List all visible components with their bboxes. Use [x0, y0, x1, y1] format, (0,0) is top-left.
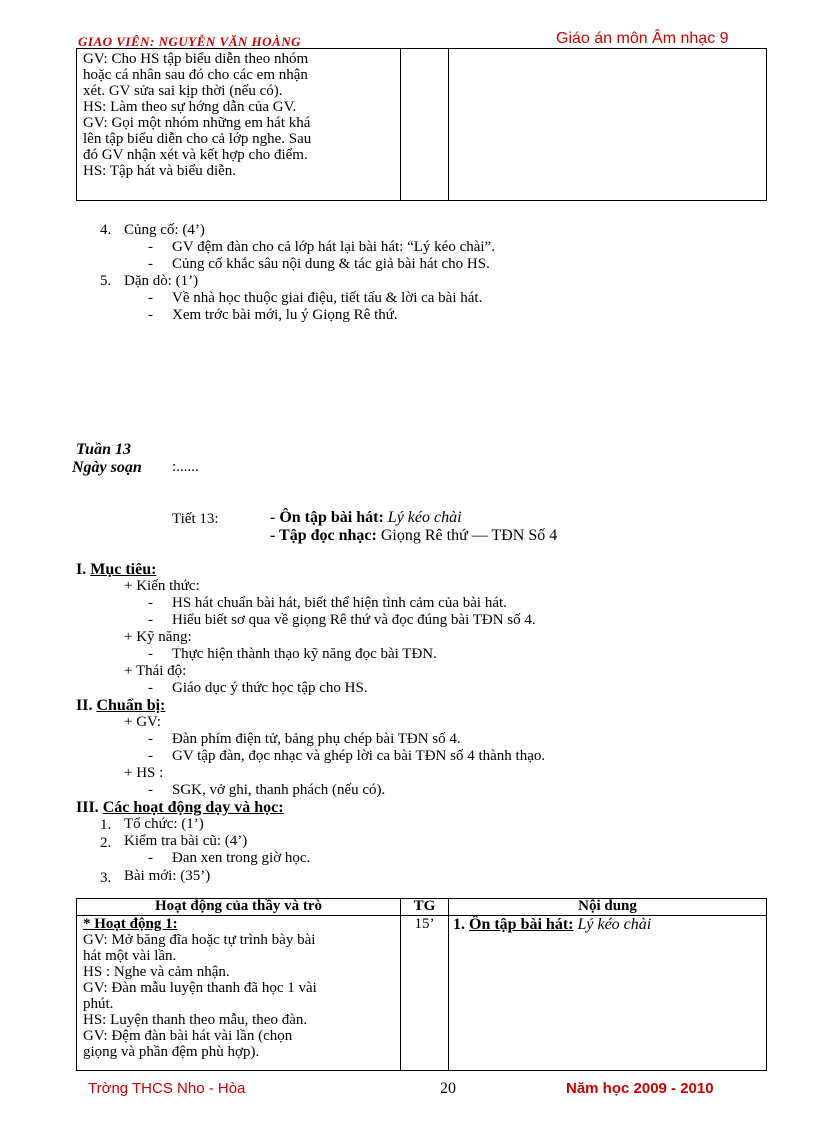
activity-cell — [77, 916, 401, 1071]
dash: - — [148, 782, 153, 798]
activity-line-7: GV: Đệm đàn bài hát vài lần (chọn — [83, 1028, 293, 1044]
top-line-1: GV: Cho HS tập biểu diễn theo nhóm — [83, 51, 309, 67]
activity-1-title: * Hoạt động 1: — [83, 916, 178, 932]
section-5-dash-2: - — [148, 307, 153, 323]
lesson-label: Tiết 13: — [172, 511, 219, 527]
part-3-heading — [76, 799, 284, 817]
activity-line-5: phút. — [83, 996, 114, 1012]
header-subject: Giáo án môn Âm nhạc 9 — [556, 30, 729, 47]
section-5-title: Dặn dò: (1’) — [124, 273, 199, 289]
top-table-activity-cell — [77, 49, 401, 201]
header-activity: Hoạt động của thầy và trò — [77, 899, 401, 916]
header-teacher-name: GIAO VIÊN: NGUYỄN VĂN HOÀNG — [78, 34, 301, 49]
content-title: Ôn tập bài hát: — [469, 916, 574, 933]
top-line-5: GV: Gọi một nhóm những em hát khá — [83, 115, 311, 131]
part-2-group-1-item-2: GV tập đàn, đọc nhạc và ghép lời ca bài TĐN số 4 thành thạo. — [172, 748, 546, 764]
step-1-number: 1. — [100, 817, 112, 833]
lesson-reading-detail: Giọng Rê thứ — TĐN Số 4 — [380, 527, 558, 544]
top-table-time-cell — [401, 49, 449, 201]
section-4-dash-2: - — [148, 256, 153, 272]
section-4-number: 4. — [100, 222, 112, 238]
step-3-number: 3. — [100, 870, 112, 886]
time-cell — [401, 916, 449, 1071]
week-label: Tuần 13 — [76, 441, 131, 458]
part-2-group-2-item-1: SGK, vở ghi, thanh phách (nếu có). — [172, 782, 386, 798]
part-1-group-1-item-2: Hiểu biết sơ qua về giọng Rê thứ và đọc đúng bài TĐN số 4. — [172, 612, 536, 628]
section-4-item-2: Củng cố khắc sâu nội dung & tác giả bài hát cho HS. — [172, 256, 490, 272]
lesson-review-label: - Ôn tập bài hát: — [270, 509, 384, 526]
footer-school-year: Năm học 2009 - 2010 — [566, 1080, 714, 1097]
part-1-title: Mục tiêu: — [90, 561, 157, 578]
part-2-heading — [76, 697, 165, 715]
activity-line-2: hát một vài lần. — [83, 948, 177, 964]
section-5-number: 5. — [100, 273, 112, 289]
lesson-reading-label: - Tập đọc nhạc: — [270, 527, 377, 544]
section-5-item-2: Xem trớc bài mới, lu ý Giọng Rê thứ. — [172, 307, 398, 323]
top-line-7: đó GV nhận xét và kết hợp cho điểm. — [83, 147, 308, 163]
content-number: 1. — [453, 916, 465, 933]
section-4-item-1: GV đệm đàn cho cả lớp hát lại bài hát: “Lý kéo chài”. — [172, 239, 495, 255]
part-2-title: Chuẩn bị: — [96, 697, 166, 714]
activity-line-3: HS : Nghe và cảm nhận. — [83, 964, 230, 980]
top-line-3: xét. GV sửa sai kịp thời (nếu có). — [83, 83, 283, 99]
part-3-number: III. — [76, 799, 99, 816]
step-2-text: Kiểm tra bài cũ: (4’) — [124, 833, 248, 849]
top-line-2: hoặc cá nhân sau đó cho các em nhận — [83, 67, 308, 83]
part-3-title: Các hoạt động dạy và học: — [102, 799, 284, 816]
activity-line-4: GV: Đàn mẫu luyện thanh đã học 1 vài — [83, 980, 317, 996]
step-2-sub-item: Đan xen trong giờ học. — [172, 850, 311, 866]
content-song: Lý kéo chài — [577, 916, 652, 933]
dash: - — [148, 646, 153, 662]
dash: - — [148, 748, 153, 764]
top-line-6: lên tập biểu diễn cho cả lớp nghe. Sau — [83, 131, 312, 147]
part-1-group-2-item-1: Thực hiện thành thạo kỹ năng đọc bài TĐN. — [172, 646, 437, 662]
header-content: Nội dung — [449, 899, 767, 916]
date-label: Ngày soạn — [72, 459, 142, 476]
activities-table — [76, 898, 767, 1071]
activity-line-1: GV: Mở băng đĩa hoặc tự trình bày bài — [83, 932, 316, 948]
time-value: 15’ — [414, 916, 435, 932]
part-2-group-1-label: + GV: — [124, 714, 161, 730]
content-cell — [449, 916, 767, 1071]
dash: - — [148, 612, 153, 628]
dash: - — [148, 595, 153, 611]
section-4-title: Củng cố: (4’) — [124, 222, 205, 238]
section-5-dash-1: - — [148, 290, 153, 306]
header-time: TG — [401, 899, 449, 916]
dash: - — [148, 850, 153, 866]
part-1-heading — [76, 561, 156, 579]
top-table — [76, 48, 767, 201]
footer-school: Trờng THCS Nho - Hòa — [88, 1080, 246, 1097]
date-value: :...... — [172, 459, 199, 475]
top-table-content-cell — [449, 49, 767, 201]
step-2-number: 2. — [100, 835, 112, 851]
step-1-text: Tổ chức: (1’) — [124, 816, 204, 832]
part-1-number: I. — [76, 561, 87, 578]
dash: - — [148, 731, 153, 747]
lesson-song-name: Lý kéo chài — [387, 509, 462, 526]
top-line-8: HS: Tập hát và biểu diễn. — [83, 163, 237, 179]
part-1-group-3-item-1: Giáo dục ý thức học tập cho HS. — [172, 680, 368, 696]
part-1-group-1-label: + Kiến thức: — [124, 578, 200, 594]
part-1-group-3-label: + Thái độ: — [124, 663, 187, 679]
section-4-dash-1: - — [148, 239, 153, 255]
activity-line-8: giọng và phần đệm phù hợp). — [83, 1044, 260, 1060]
step-3-text: Bài mới: (35’) — [124, 868, 211, 884]
part-2-number: II. — [76, 697, 93, 714]
dash: - — [148, 680, 153, 696]
part-1-group-2-label: + Kỹ năng: — [124, 629, 192, 645]
section-5-item-1: Về nhà học thuộc giai điệu, tiết tấu & lời ca bài hát. — [172, 290, 483, 306]
footer-page-number: 20 — [440, 1080, 456, 1097]
part-2-group-2-label: + HS : — [124, 765, 164, 781]
part-2-group-1-item-1: Đàn phím điện tử, bảng phụ chép bài TĐN số 4. — [172, 731, 461, 747]
part-1-group-1-item-1: HS hát chuẩn bài hát, biết thể hiện tình cảm của bài hát. — [172, 595, 507, 611]
activity-line-6: HS: Luyện thanh theo mẫu, theo đàn. — [83, 1012, 308, 1028]
top-line-4: HS: Làm theo sự hớng dẫn của GV. — [83, 99, 297, 115]
